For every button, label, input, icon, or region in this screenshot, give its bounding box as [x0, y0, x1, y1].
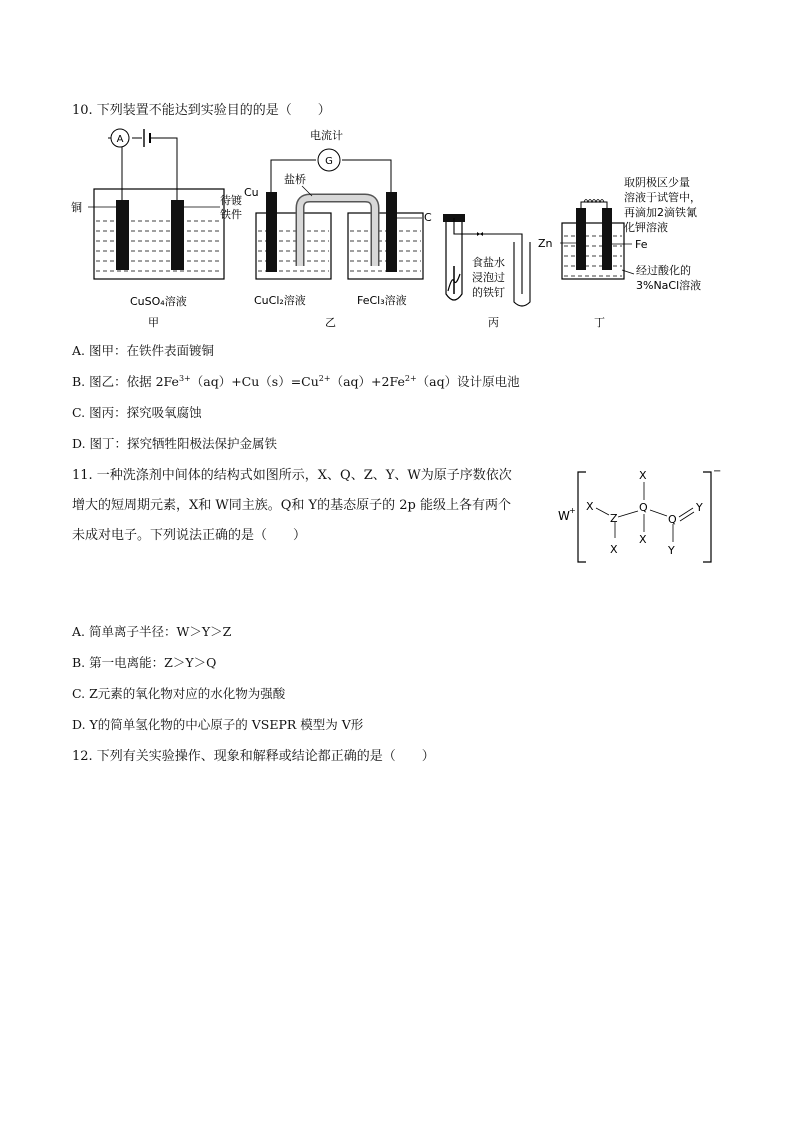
iron-piece-electrode	[171, 200, 184, 270]
q11-stem-line-3: 未成对电子。下列说法正确的是（ ）	[72, 528, 307, 543]
q10-option-b: B. 图乙：依据 $2Fe^{3+}(aq)+Cu(s)=Cu^{2+}(aq)+2Fe^{2+}(aq)$设计原电池	[72, 374, 520, 389]
salt-bridge-icon	[300, 198, 375, 266]
galvanometer-label: G	[325, 156, 333, 167]
q11-option-b: B. 第一电离能：Z＞Y＞Q	[72, 655, 217, 670]
yi-meter-title: 电流计	[310, 129, 343, 142]
ding-note-4: 化钾溶液	[624, 221, 668, 234]
atom-x-4: X	[639, 533, 647, 546]
atom-q-1: Q	[639, 501, 648, 514]
yi-cu-label: Cu	[244, 186, 259, 199]
copper-electrode	[116, 200, 129, 270]
ding-zn-label: Zn	[538, 237, 553, 250]
atom-x-3: X	[639, 469, 647, 482]
atom-y-2: Y	[668, 544, 675, 557]
ding-note-1: 取阴极区少量	[624, 176, 690, 189]
ding-note-3: 再滴加2滴铁氰	[624, 206, 697, 219]
clamp-icon	[477, 232, 483, 236]
q11-option-d: D. Y的简单氢化物的中心原子的 VSEPR 模型为 V形	[72, 717, 364, 732]
atom-z: Z	[610, 512, 618, 525]
q11-structure-figure	[556, 462, 728, 572]
ammeter-label: A	[116, 134, 124, 145]
q11-option-a: A. 简单离子半径：W＞Y＞Z	[72, 624, 232, 639]
apparatus-bing	[443, 214, 530, 329]
bing-note-1: 食盐水	[472, 256, 505, 269]
atom-q-2: Q	[668, 513, 677, 526]
ding-fe-label: Fe	[635, 238, 648, 251]
yi-left-solution-label: CuCl₂溶液	[254, 294, 306, 307]
left-bracket	[578, 472, 586, 562]
jia-left-electrode-label: 铜	[71, 201, 82, 214]
apparatus-ding	[538, 175, 701, 329]
q10-option-a: A. 图甲：在铁件表面镀铜	[72, 343, 214, 358]
q11-stem-line-2: 增大的短周期元素，X和 W同主族。Q和 Y的基态原子的 2p 能级上各有两个	[72, 498, 511, 513]
q12-stem: 12. 下列有关实验操作、现象和解释或结论都正确的是（ ）	[72, 749, 435, 764]
bing-note-2: 浸泡过	[472, 271, 505, 284]
q10-option-c: C. 图丙：探究吸氧腐蚀	[72, 405, 202, 420]
q10-apparatus-figure	[60, 126, 740, 336]
cation-charge: +	[569, 506, 576, 515]
q11-stem-line-1: 11. 一种洗涤剂中间体的结构式如图所示，X、Q、Z、Y、W为原子序数依次	[72, 468, 512, 483]
atom-y-1: Y	[696, 501, 703, 514]
jia-right-electrode-label-1: 待镀	[220, 194, 242, 207]
q10-option-d: D. 图丁：探究牺牲阳极法保护金属铁	[72, 436, 278, 451]
cation-w: W	[558, 509, 570, 523]
cu-electrode	[266, 192, 277, 272]
right-bracket	[703, 472, 711, 562]
q10-stem: 10. 下列装置不能达到实验目的的是（ ）	[72, 103, 331, 118]
zn-electrode	[576, 208, 586, 270]
atom-x-2: X	[610, 543, 618, 556]
yi-salt-bridge-label: 盐桥	[284, 173, 306, 186]
ding-solution-2: 3%NaCl溶液	[636, 279, 702, 292]
fe-electrode	[602, 208, 612, 270]
atom-x-1: X	[586, 500, 594, 513]
yi-c-label: C	[424, 211, 432, 224]
apparatus-yi	[244, 128, 432, 329]
ding-caption: 丁	[594, 316, 605, 329]
jia-right-electrode-label-2: 铁件	[220, 208, 242, 221]
bing-note-3: 的铁钉	[472, 286, 505, 299]
yi-right-solution-label: FeCl₃溶液	[357, 294, 407, 307]
c-electrode	[386, 192, 397, 272]
anion-charge: −	[713, 466, 722, 477]
q11-option-c: C. Z元素的氧化物对应的水化物为强酸	[72, 686, 286, 701]
jia-solution-label: CuSO₄溶液	[130, 295, 187, 308]
yi-caption: 乙	[325, 316, 336, 329]
ding-note-2: 溶液于试管中，	[624, 191, 701, 204]
ding-solution-1: 经过酸化的	[636, 264, 691, 277]
apparatus-jia	[71, 129, 242, 329]
bing-caption: 丙	[488, 316, 499, 329]
jia-caption: 甲	[148, 316, 159, 329]
